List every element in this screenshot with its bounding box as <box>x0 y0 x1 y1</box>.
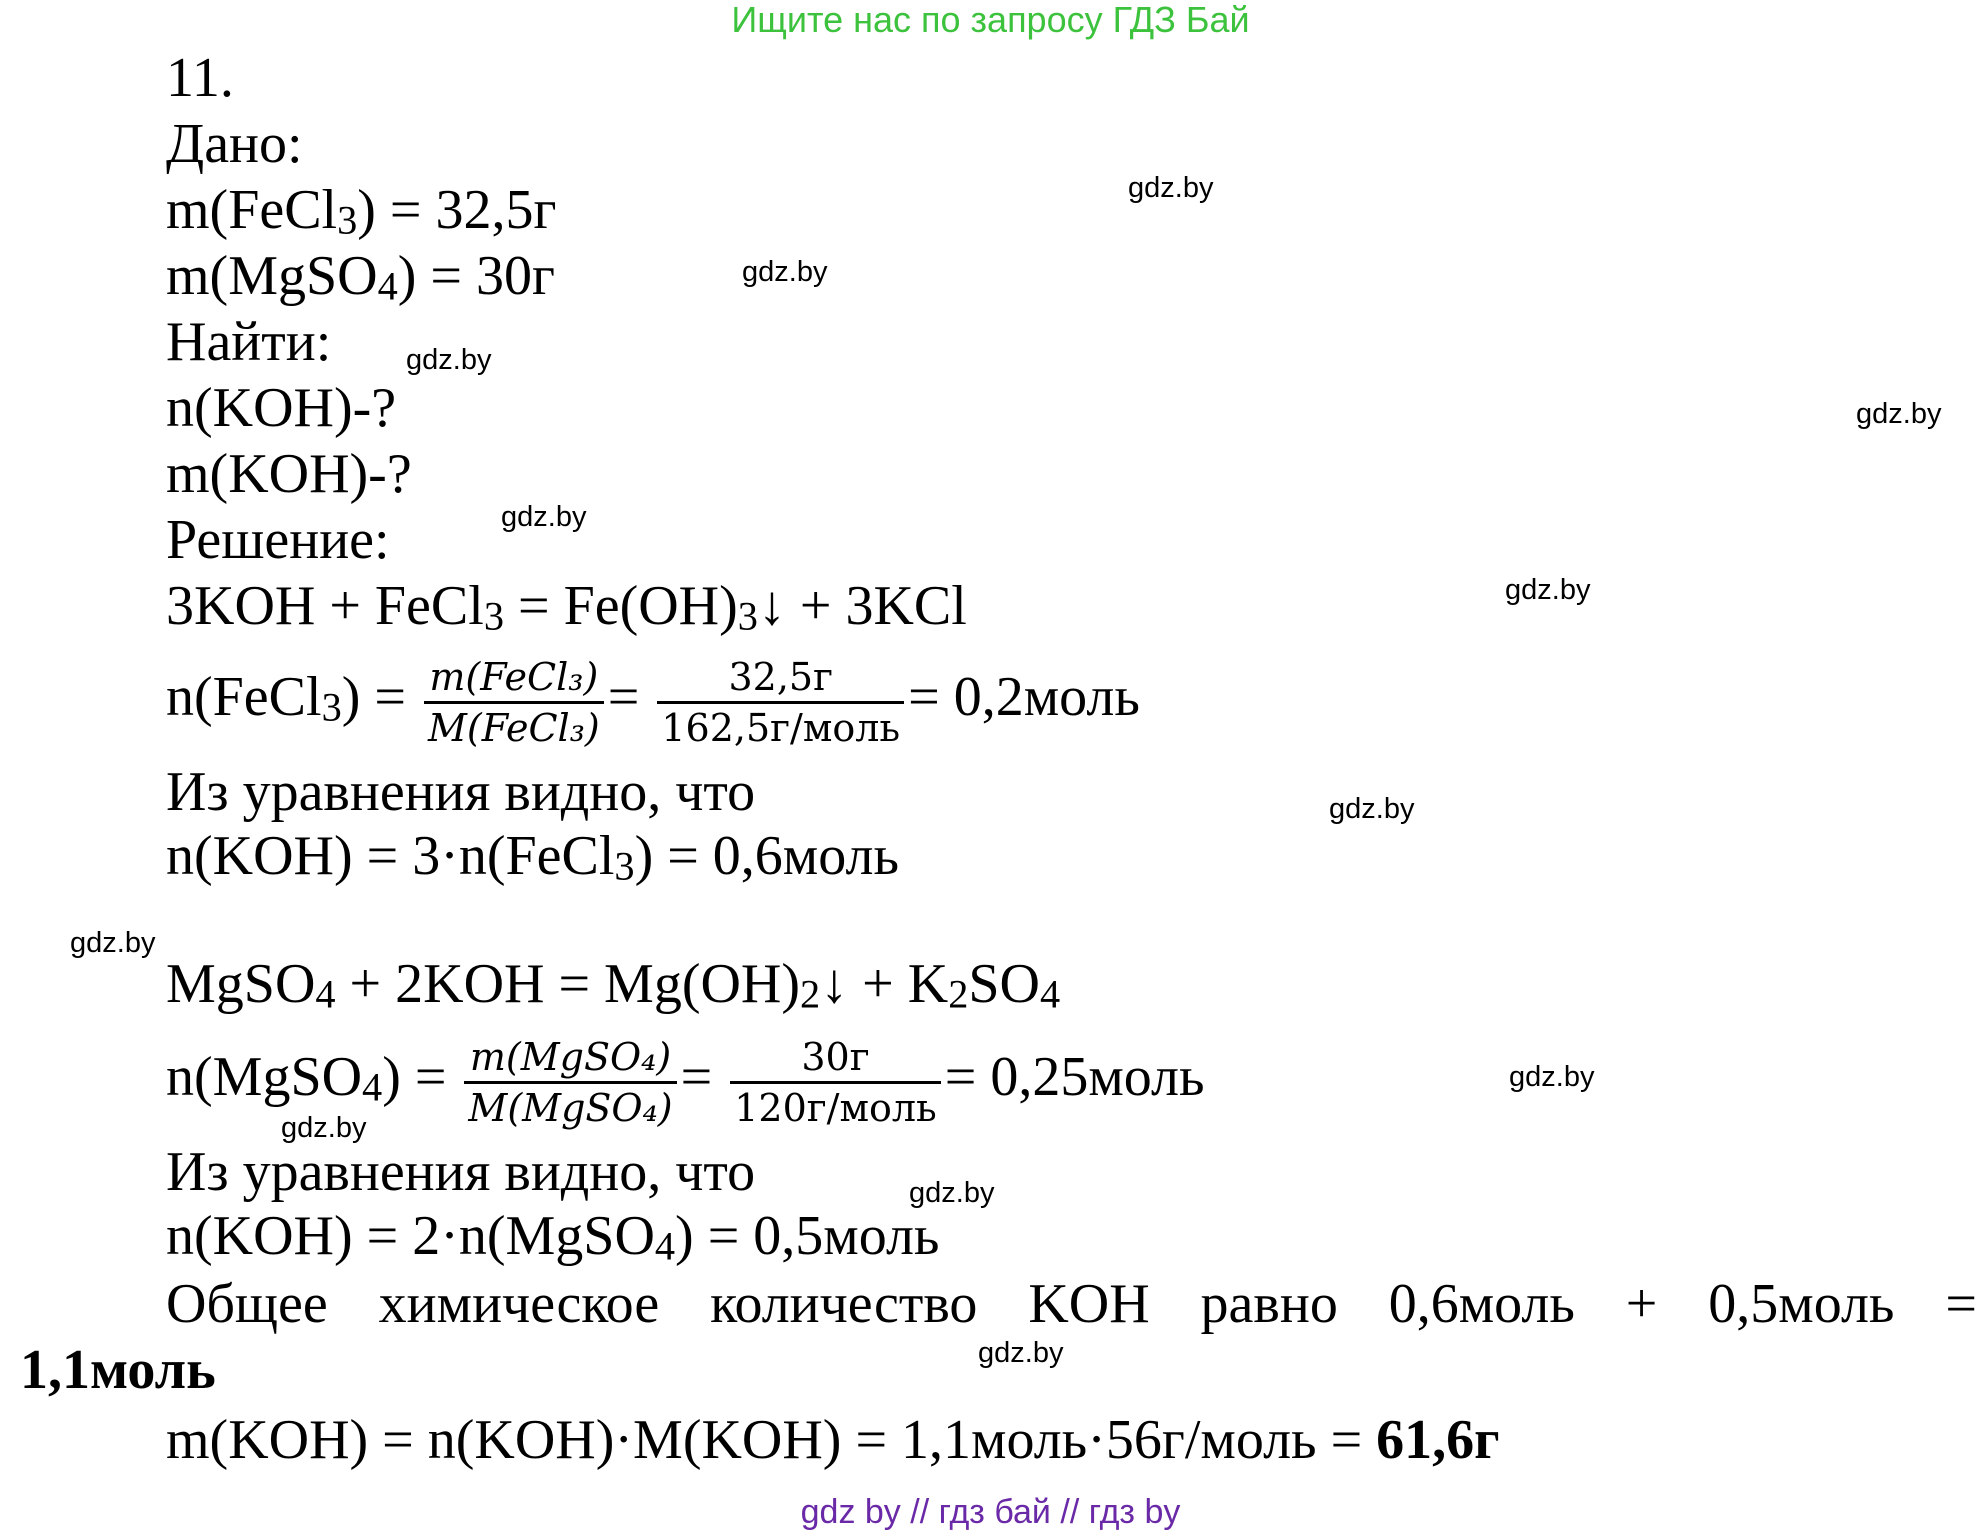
calc-n-fecl3: n(FeCl3) = $\frac{\text{m(FeCl₃)}}{\text{M(FeCl₃)}}$ = $\frac{32,5г}{\text{162,5г/моль}}$ = 0,2моль <box>166 654 1140 750</box>
n-koh-step-2: n(KOH) = 2·n(MgSO4) = 0,5моль <box>166 1205 940 1269</box>
find-m-koh: m(KOH)-? <box>166 443 412 505</box>
watermark: gdz.by <box>406 344 492 376</box>
fraction-values: $\frac{30г}{\text{120г/моль}}$ <box>730 1033 941 1132</box>
watermark: gdz.by <box>501 501 587 533</box>
given-mgso4: m(MgSO4) = 30г <box>166 245 555 309</box>
reaction-equation-2: MgSO4 + 2KOH = Mg(OH)2↓ + K2SO4 <box>166 953 1061 1017</box>
watermark: gdz.by <box>978 1337 1064 1369</box>
fraction-mass-over-molar-mass: $\frac{\text{m(MgSO₄)}}{\text{M(MgSO₄)}}$ <box>464 1033 676 1132</box>
find-n-koh: n(KOH)-? <box>166 377 397 439</box>
watermark: gdz.by <box>281 1112 367 1144</box>
n-koh-step-1: n(KOH) = 3·n(FeCl3) = 0,6моль <box>166 825 899 889</box>
watermark: gdz.by <box>742 256 828 288</box>
final-mass-koh: m(KOH) = n(KOH)·M(KOH) = 1,1моль·56г/моль = 61,6г <box>166 1409 1500 1471</box>
from-equation-text-2: Из уравнения видно, что <box>166 1141 756 1203</box>
find-heading: Найти: <box>166 311 332 373</box>
reaction-equation-1: 3KOH + FeCl3 = Fe(OH)3↓ + 3KCl <box>166 575 967 639</box>
footer-links: gdz by // гдз бай // гдз by <box>800 1493 1181 1531</box>
watermark: gdz.by <box>1509 1061 1595 1093</box>
watermark: gdz.by <box>70 927 156 959</box>
watermark: gdz.by <box>1329 793 1415 825</box>
given-fecl3: m(FeCl3) = 32,5г <box>166 179 557 243</box>
watermark: gdz.by <box>1856 398 1942 430</box>
total-amount-result: 1,1моль <box>20 1339 216 1401</box>
from-equation-text-1: Из уравнения видно, что <box>166 761 756 823</box>
fraction-mass-over-molar-mass: $\frac{\text{m(FeCl₃)}}{\text{M(FeCl₃)}}$ <box>424 653 604 752</box>
task-number: 11. <box>166 47 234 109</box>
given-heading: Дано: <box>166 113 303 175</box>
watermark: gdz.by <box>1128 172 1214 204</box>
solution-heading: Решение: <box>166 509 390 571</box>
calc-n-mgso4: n(MgSO4) = $\frac{\text{m(MgSO₄)}}{\text{M(MgSO₄)}}$ = $\frac{30г}{\text{120г/моль}}$ = 0,25моль <box>166 1034 1205 1130</box>
watermark: gdz.by <box>909 1177 995 1209</box>
watermark: gdz.by <box>1505 574 1591 606</box>
fraction-values: $\frac{32,5г}{\text{162,5г/моль}}$ <box>657 653 904 752</box>
total-amount-line: Общее химическое количество KOH равно 0,6моль + 0,5моль = <box>166 1273 1977 1335</box>
site-banner: Ищите нас по запросу ГДЗ Бай <box>731 0 1250 40</box>
